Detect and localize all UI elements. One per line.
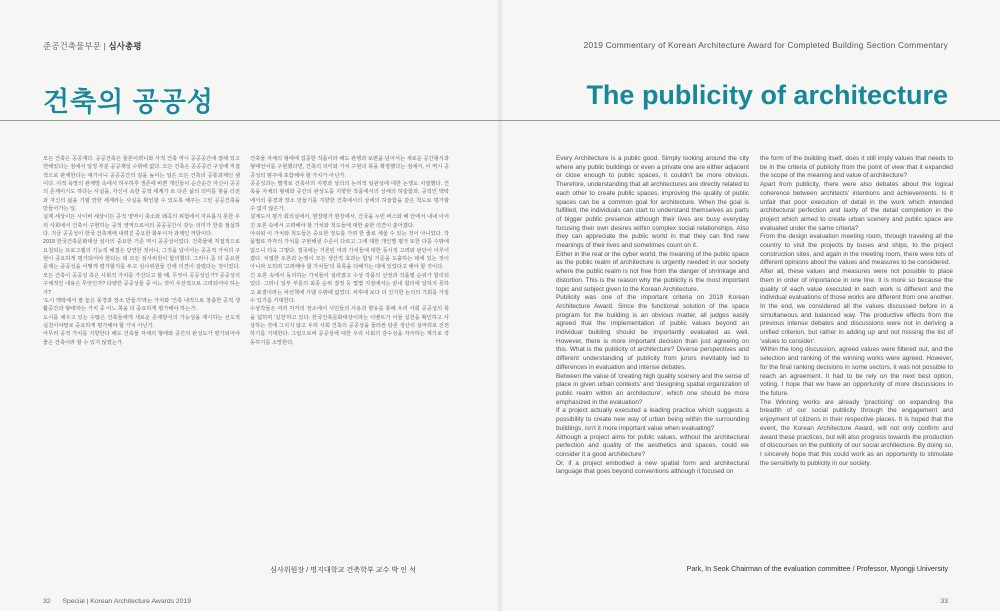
paragraph: 아무리 공적 가치를 지향한다 해도 건축물 자체의 형태와 공간의 완성도가 평가되어야 좋은 건축이라 할 수 있지 않겠는가. xyxy=(43,331,240,346)
right-page xyxy=(500,0,1000,611)
paragraph: 수상작들은 여러 각각의 장소에서 시민들의 사용과 향유를 통해 우리 사회 공공성의 폭을 넓히며 '실천'하고 있다. 한국건축문화대상이라는 이벤트가 이들 실천을 확인하고 사상하는 것에 그치지 않고 우리 사회 건축의 공공성을 둘러싼 담론 생산의 실마리로 진전하기를 기대한다. 그럼으로써 공공성에 대한 우리 사회의 감수성을 자극하는 계기로 작동하기를 소망한다. xyxy=(250,306,449,346)
title-divider-right xyxy=(500,120,1000,121)
section-label-english: 2019 Commentary of Korean Architecture Award for Completed Building Section Commentary xyxy=(583,40,948,50)
section-label-korean xyxy=(43,40,142,52)
left-page-number: 32 xyxy=(43,598,51,605)
paragraph: 실제 세상이든 사이버 세상이든 공적 영역이 축소와 왜곡의 위험에서 자유롭지 못한 우리 사회에서 건축이 구현하는 공적 영역으로서의 공공공간이 갖는 의미가 한층 절실하다. 지금 공공성이 한국 건축계에 내려진 중요한 화두이자 과제인 까닭이다. xyxy=(43,214,240,238)
paragraph: Between the value of 'creating high quality scenery and the sense of place in given urban contexts' and 'designing spatial organization of public realm within an architecture', which one should be more emphasized in the evaluation? xyxy=(556,372,749,406)
section-name: 준공건축물부문 xyxy=(43,41,102,51)
korean-signature: 심사위원장 / 명지대학교 건축학부 교수 박 인 석 xyxy=(270,566,416,574)
paragraph: From the design evaluation meeting room, through traveling all the country to visit the projects by buses and ships, to the project construction sites, and again in the meeting room, there were lots of different opinions about the values and measures to be considered. xyxy=(760,233,953,267)
left-footer xyxy=(43,598,191,605)
paragraph: 모든 건축은 공공재다. 공공건축은 물론이려니와 사적 건축 역시 공공공간에 접해 있고 면해있다는 점에서 일정 부분 공공재일 수밖에 없다. 모든 건축은 공공공간 구성에 직접적으로 관계한다는 얘기이니 공공공간의 질을 높이는 일은 모든 건축의 공통과제인 셈이다. 사적 욕망의 관계망 속에서 허우하루 생존에 바쁜 개인들이 순간순간 자신이 공공의 존재이기도 하다는 사실을, 자신이 속한 공적 세계가 또 다른 삶의 의미를 찾을 터전과 자신의 삶을 기댈 만한 세계라는 사실을 확인할 수 있도록 해주는 그런 공공건축을 만들어가는 일. xyxy=(43,156,240,213)
paragraph: Or, if a project embodied a new spatial form and architectural language that goes beyond conventions although it focused on xyxy=(556,459,749,476)
paragraph: '도시 맥락에서 잘 놓은 풍경과 장소 만들기'라는 가치와 '건축 내적으로 창출한 공적 생활공간과 형태'라는 가치 중 어느 쪽을 더 중요하게 평가해야 하는가. xyxy=(43,297,240,313)
korean-text-column-1 xyxy=(43,155,240,347)
paragraph: Although a project aims for public values, without the architectural perfection and quality of the aesthetics and spaces, could we consider it a good architecture? xyxy=(556,433,749,458)
english-text-column-1 xyxy=(556,155,749,477)
korean-text-column-2 xyxy=(250,155,449,347)
page-title-korean: 건축의 공공성 xyxy=(43,87,214,117)
page-title-english: The publicity of architecture xyxy=(586,80,948,110)
paragraph: 건축물 자체의 형태에 집중한 작품이라 해도 관행과 보편을 넘어서는 새로운 공간형식과 형태언어를 구현했다면, 건축의 의미와 가치 구현의 폭을 확장했다는 점에서, 이 역시 공공성의 범주에 포함해야 할 가치가 아닌가. xyxy=(250,156,449,179)
section-subname: 심사총평 xyxy=(108,41,142,51)
paragraph: Publicity was one of the important criteria on 2019 Korean Architecture Award. Since the functional solution of the space program for the building is an obvious matter, all judges easily agreed that the implementation of public values beyond an individual building should be importantly evaluated as well. However, there is more important decision than just agreeing on this. What is the publicity of architecture? Diverse perspectives and different understanding of publicity from jurors inevitably led to differences in evaluation and intense debates. xyxy=(556,294,749,371)
section-divider: | xyxy=(103,41,106,51)
paragraph: 아쉬워 이 가치와 척도들은 중요한 정도를 가려 한 줄로 세울 수 있는 것이 아니었다. 작품별로 각각의 가치를 구현해낸 수준이 다르고 그에 대한 개인별 평가 또한 다를 수밖에 없으니 더욱 그렇다. 결국에는 거론된 여러 가치들에 대한 동시적 고려와 판단이 이루어졌다. 치열한 토론과 논쟁이 모든 생산적 효과는 합일 기준을 도출하는 데에 있는 것이 아니라 오히려 '고려해야 할 가치들'의 목록을 더해가는 데에 있었다고 해야 할 것이다. xyxy=(250,231,449,271)
paragraph: The Winning works are already 'practicing' on expanding the breadth of our social publicity through the engagement and enjoyment of citizens in their respective places. It is hoped that the event, the Korean Architecture Award, will not only confirm and award these practices, but will also progress towards the production of discourses on the publicity of our social architecture. By doing so, I sincerely hope that this could work as an opportunity to stimulate the sensitivity to publicity in our society. xyxy=(760,398,953,467)
paragraph: Within the long discussion, agreed values were filtered out, and the selection and ranking of the winning works were agreed. However, for the final ranking decisions in some sectors, it was not possible to reach an agreement. It had to be rely on the next best option, voting. I hope that we have an opportunity of more discussions in the future. xyxy=(760,346,953,397)
paragraph: 2019 한국건축문화대상 심사의 중요한 기준 역시 공공성이었다. 건축물에 직접적으로 요청되는 프로그램의 기능적 해결은 당연한 것이니, 그것을 넘어서는 공공적 가치의 구현이 중요하게 평가되어야 한다는 데 모든 심사위원이 합의했다. 그러나 좀 더 중요한 문제는 공공성을 어떻게 평가할지를 두고 심사위원들 간에 의견이 갈렸다는 것이었다. 모든 건축이 공공성 혹은 사회적 가치를 가진다고 할 때, 무엇이 공공성인가? 공공성의 구체적인 내용은 무엇인가? 다양한 공공성들 중 어느 것이 우선적으로 고려되어야 하는가? xyxy=(43,239,240,296)
title-divider-left xyxy=(0,120,500,121)
left-footer-text: Special | Korean Architecture Awards 2019 xyxy=(62,598,192,605)
paragraph: If a project actually executed a leading practice which suggests a possibility to create new way of urban being within the surrounding buildings, isn't it more important value when evaluating? xyxy=(556,407,749,432)
paragraph: Apart from publicity, there were also debates about the logical coherence between architects' intentions and achievements. Is it unfair that poor execution of detail in the work which intended architectural perfection and laxity of the detail completion in the project which aimed to create urban scenery and public space are evaluated under the same criteria? xyxy=(760,181,953,232)
paragraph: Every Architecture is a public good. Simply looking around the city where any public buildings or even a private one are either adjacent or close enough to public spaces, it couldn't be more obvious. Therefore, understanding that all architectures are directly related to each other to create public spaces, improving the quality of public spaces can be a common goal for architecture. When the goal is fulfilled, the individuals can start to understand themselves as parts of bigger public presence although their lives are busy everyday focusing their own desires within complex social relationships. Also they can appreciate the public world in that they can find new meanings of their lives and sometimes count on it. xyxy=(556,155,749,250)
paragraph: 도시를 채우고 있는 수많은 건축들에게 새로운 존재방식의 가능성을 제시하는 선도적 실천이야말로 중요하게 평가해야 할 가치 아닌가. xyxy=(43,314,240,329)
right-page-number: 33 xyxy=(940,598,948,605)
paragraph: the form of the building itself, does it still imply values that needs to be in the criteria of publicity from the point of view that it expanded the scope of the meaning and value of architecture? xyxy=(760,155,953,180)
english-text-column-2 xyxy=(760,155,953,468)
english-signature: Park, In Seok Chairman of the evaluation committee / Professor, Myongji University xyxy=(686,565,948,573)
paragraph: 공공성과는 별개로 건축사의 지평과 상의의 논리적 일관성에 대한 논쟁도 치열했다. 건축을 자체의 형태와 공간의 완성도를 지향한 작품에서의 상세의 허술함과, 공적인 맥락에서의 풍경과 장소 만들기를 지향한 건축에서의 상세의 허술함을 같은 척도로 평가할 수 없지 않은가. xyxy=(250,181,449,213)
paragraph: Either in the real or the cyber world, the meaning of the public space as the public realm of architecture is urgently needed in our society where the public realm is not free from the danger of shrinkage and distortion. This is the reason why the publicity is the most important topic and subject given to the Korean Architecture. xyxy=(556,250,749,293)
paragraph: After all, these values and measures were not possible to place them in order of importance in one line. It is more so because the quality of each value executed in each work is different and the individual evaluations of those works are different from one another. In the end, we considered all the values discussed before in a simultaneous and balanced way. The productive effects from the previous intense debates and discussions were not in deriving a unified criterion, but rather in adding up and not missing the list of 'values to consider'. xyxy=(760,268,953,345)
paragraph: 설계도서 평가 회의실에서, 현장평가 현장에서, 건국을 누빈 버스와 배 안에서 내내 이어진 토론 속에서 고려해야 할 가치와 척도들에 대한 솔한 의견이 쏟아졌다. xyxy=(250,214,449,229)
paragraph: 긴 토론 속에서 동의하는 가치들이 걸러졌고 수상 작품의 선정과 작품별 순위가 합의되었다. 그러나 일부 부문의 최종 순위 결정 등 몇몇 지점에서는 끝내 합의에 달하지 못하고 표결이라는 차선책에 기댈 수밖에 없었다. 차후에 보다 더 진지한 논의의 기회를 가질 수 있기를 기대한다. xyxy=(250,272,449,304)
